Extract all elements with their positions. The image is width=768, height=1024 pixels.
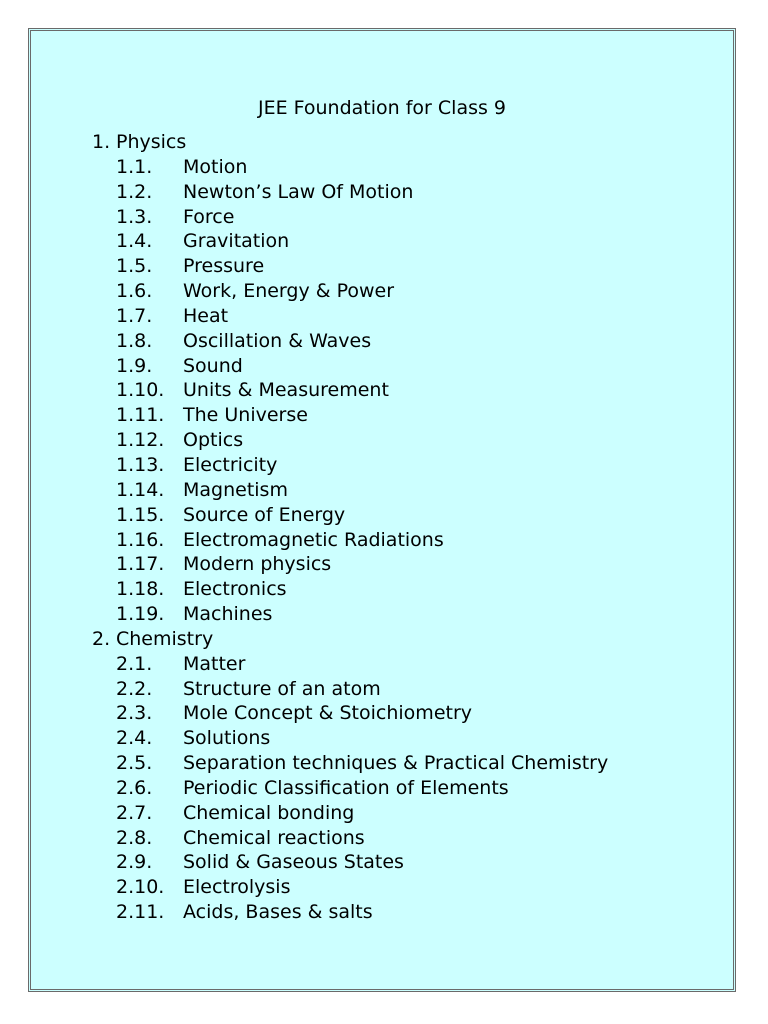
topic-item bbox=[31, 329, 733, 354]
topic-number: 2.7. bbox=[116, 801, 153, 824]
topic-label: Solutions bbox=[183, 727, 271, 750]
topic-number: 2.8. bbox=[116, 826, 153, 849]
topic-number: 2.9. bbox=[116, 851, 153, 874]
topic-number: 1.13. bbox=[116, 453, 165, 476]
topic-number: 1.3. bbox=[116, 205, 153, 228]
topic-number: 2.3. bbox=[116, 702, 153, 725]
topic-item bbox=[31, 801, 733, 826]
section-name: Physics bbox=[116, 131, 187, 153]
topic-label: Work, Energy & Power bbox=[183, 280, 395, 303]
topic-label: Force bbox=[183, 205, 235, 228]
topic-label: Separation techniques & Practical Chemistry bbox=[183, 752, 609, 775]
section-name: Chemistry bbox=[116, 627, 214, 650]
section-number: 1. bbox=[92, 131, 111, 153]
topic-number: 1.19. bbox=[116, 603, 165, 626]
topic-number: 1.7. bbox=[116, 304, 153, 327]
topic-label: Motion bbox=[183, 155, 248, 178]
topic-label: Newton’s Law Of Motion bbox=[183, 180, 414, 203]
topic-number: 1.9. bbox=[116, 354, 153, 377]
topic-number: 2.4. bbox=[116, 727, 153, 750]
topic-item bbox=[31, 528, 733, 553]
topic-number: 1.14. bbox=[116, 478, 165, 501]
topic-number: 2.1. bbox=[116, 652, 153, 675]
topic-number: 1.18. bbox=[116, 578, 165, 601]
topic-label: Electricity bbox=[183, 453, 278, 476]
topic-number: 1.11. bbox=[116, 404, 165, 427]
topic-item bbox=[31, 776, 733, 801]
topic-item bbox=[31, 850, 733, 875]
topic-number: 1.17. bbox=[116, 553, 165, 576]
topic-label: Mole Concept & Stoichiometry bbox=[183, 702, 473, 725]
topic-item bbox=[31, 602, 733, 627]
topic-item bbox=[31, 577, 733, 602]
document-page bbox=[28, 28, 736, 992]
topic-item bbox=[31, 726, 733, 751]
topic-label: Pressure bbox=[183, 255, 265, 278]
section-heading bbox=[31, 130, 733, 155]
topic-item bbox=[31, 155, 733, 180]
topic-label: Chemical bonding bbox=[183, 801, 355, 824]
topic-item bbox=[31, 826, 733, 851]
topic-number: 2.6. bbox=[116, 776, 153, 799]
topic-number: 1.6. bbox=[116, 280, 153, 303]
topic-item bbox=[31, 378, 733, 403]
topic-item bbox=[31, 478, 733, 503]
topic-number: 1.2. bbox=[116, 180, 153, 203]
topic-number: 1.1. bbox=[116, 155, 153, 178]
topic-number: 1.5. bbox=[116, 255, 153, 278]
topic-item bbox=[31, 652, 733, 677]
topic-item bbox=[31, 751, 733, 776]
topic-number: 1.12. bbox=[116, 429, 165, 452]
section-heading bbox=[31, 627, 733, 652]
topic-label: Electrolysis bbox=[183, 876, 291, 899]
topic-label: Modern physics bbox=[183, 553, 332, 576]
topic-item bbox=[31, 503, 733, 528]
topic-number: 1.8. bbox=[116, 329, 153, 352]
topic-number: 2.2. bbox=[116, 677, 153, 700]
topic-label: Heat bbox=[183, 304, 229, 327]
topic-item bbox=[31, 180, 733, 205]
topic-label: Electromagnetic Radiations bbox=[183, 528, 444, 551]
topic-item bbox=[31, 701, 733, 726]
topic-label: Source of Energy bbox=[183, 503, 346, 526]
topic-number: 2.11. bbox=[116, 901, 165, 924]
topic-number: 1.16. bbox=[116, 528, 165, 551]
topic-label: Oscillation & Waves bbox=[183, 329, 372, 352]
topic-label: Matter bbox=[183, 652, 246, 675]
document-title: JEE Foundation for Class 9 bbox=[257, 97, 507, 119]
topic-item bbox=[31, 875, 733, 900]
section-number: 2. bbox=[92, 627, 111, 650]
topic-label: Structure of an atom bbox=[183, 677, 381, 700]
topic-item bbox=[31, 677, 733, 702]
topic-item bbox=[31, 552, 733, 577]
topic-item bbox=[31, 279, 733, 304]
topic-label: Magnetism bbox=[183, 478, 288, 501]
topic-item bbox=[31, 354, 733, 379]
topic-label: Electronics bbox=[183, 578, 287, 601]
topic-item bbox=[31, 428, 733, 453]
topic-item bbox=[31, 453, 733, 478]
topic-item bbox=[31, 229, 733, 254]
topic-label: Machines bbox=[183, 603, 273, 626]
topic-label: Sound bbox=[183, 354, 243, 377]
topic-item bbox=[31, 900, 733, 925]
topic-label: Periodic Classification of Elements bbox=[183, 776, 509, 799]
topic-label: The Universe bbox=[183, 404, 308, 427]
topic-item bbox=[31, 254, 733, 279]
topic-label: Units & Measurement bbox=[183, 379, 389, 402]
topic-item bbox=[31, 403, 733, 428]
topic-number: 1.10. bbox=[116, 379, 165, 402]
topic-number: 1.15. bbox=[116, 503, 165, 526]
topic-label: Acids, Bases & salts bbox=[183, 901, 373, 924]
topic-number: 2.10. bbox=[116, 876, 165, 899]
topic-outline bbox=[31, 130, 733, 925]
topic-number: 1.4. bbox=[116, 230, 153, 253]
topic-item bbox=[31, 205, 733, 230]
topic-item bbox=[31, 304, 733, 329]
topic-label: Solid & Gaseous States bbox=[183, 851, 404, 874]
topic-number: 2.5. bbox=[116, 752, 153, 775]
topic-label: Optics bbox=[183, 429, 244, 452]
topic-label: Gravitation bbox=[183, 230, 290, 253]
topic-label: Chemical reactions bbox=[183, 826, 365, 849]
